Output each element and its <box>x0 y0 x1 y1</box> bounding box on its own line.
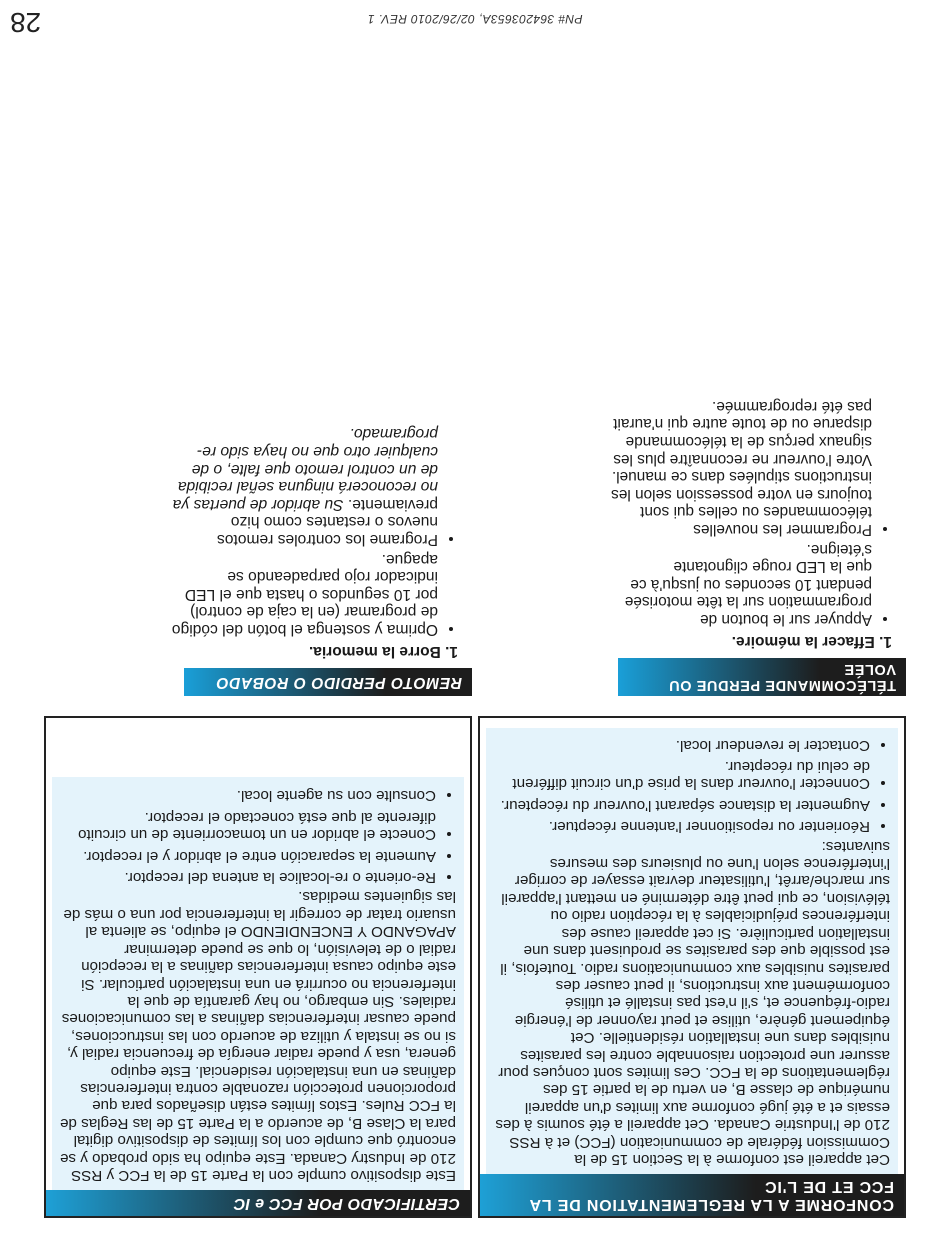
list-item: • Aumente la separación entre el abridor y el receptor. <box>60 847 436 864</box>
spanish-column <box>44 423 472 1218</box>
list-item: • Oprima y sostenga el botón del código de programar (en la caja de control) por 10 segundos o hasta que el LED indicador rojo parpadeando se apague. <box>170 550 438 638</box>
list-item <box>170 425 438 548</box>
bullet-text: Programe los controles remotos nuevos o restantes como hizo previamente. <box>216 495 438 549</box>
list-item: • Connecter l'ouvreur dans la prise d'un circuit différent de celui du récepteur. <box>494 758 870 793</box>
step-list-fr <box>604 397 906 628</box>
fcc-header-fr: CONFORME A LA REGLEMENTATION DE LA FCC ET DE L'IC <box>480 1174 904 1216</box>
fcc-measures-list-fr <box>494 736 890 835</box>
list-item: • Consulte con su agente local. <box>60 787 436 804</box>
page-footer <box>0 0 950 42</box>
fcc-paragraph-fr: Cet appareil est conforme à la Section 15 de la Commission fédérale de communication (FCC) et à RSS 210 de l'Industrie Canada. Cet appareil a été soumis à des essais et a été jugé conforme aux limites d'un appareil numérique de classe B, en vertu de la partie 15 des réglementations de la FCC. Ces limites sont conçues pour assurer une protection raisonnable contre les parasites nuisibles dans une installation résidentielle. Cet équipement génère, utilise et peut rayonner de l'énergie radio-fréquence et, s'il n'est pas installé et utilisé conformément aux instructions, il peut causer des parasites nuisibles aux communications radio. Toutefois, il est possible que des parasites se produisent dans une installation particulière. Si cet appareil cause des interférences préjudiciables à la réception radio ou télévision, ce qui peut être déterminé en mettant l'appareil sur marche/arrêt, l'utilisateur devrait essayer de corriger l'interférence selon l'une ou plusieurs des mesures suivantes: <box>495 837 890 1168</box>
list-item: • Programmer les nouvelles télécommandes ou celles qui sont toujours en votre possession selon les instructions stipulées dans ce manuel. Votre l'ouvreur ne reconnaître plus les signaux perçus de la télécommande disparue ou de toute autre qui n'aurait pas été reprogrammée. <box>604 397 872 538</box>
list-item: • Contacter le revendeur local. <box>494 736 870 753</box>
step-title-fr: 1. Effacer la mémoire. <box>731 633 892 650</box>
french-column <box>478 395 906 1218</box>
fcc-paragraph-es: Este dispositivo cumple con la Parte 15 de la FCC y RSS 210 de Industry Canada. Este equipo ha sido probado y se encontró que cumple con los límites de dispositivo digital para la Clase B, de acuerdo a la Parte 15 de las Reglas de la FCC Rules. Estos límites están diseñados para que proporcionen protección razonable contra interferencias dañinas en una instalación residencial. Este equipo genera, usa y puede radiar energía de frecuencia radial y, si no se instala y utiliza de acuerdo con las instrucciones, puede causar interferencias dañinas a las comunicaciones radiales. Sin embargo, no hay garantía de que la interferencia no ocurrirá en una instalación particular. Si este equipo causa interferencias dañinas a la recepción radial o de televisión, lo que se puede determinar APAGANDO Y ENCENDIENDO el equipo, se alienta al usuario tratar de corregir la interferencia por una o más de las siguientes medidas. <box>60 888 456 1184</box>
lost-remote-header-es: REMOTO PERDIDO O ROBADO <box>184 668 472 696</box>
fcc-header-es: CERTIFICADO POR FCC e IC <box>46 1190 470 1216</box>
step-list-es <box>170 425 472 638</box>
list-item: • Appuyer sur le bouton de programmation sur la tête motorisée pendant 10 secondes ou jusqu'à ce que la LED rouge clignotante s'éteigne. <box>604 540 872 628</box>
fcc-compliance-box-fr <box>478 716 906 1218</box>
list-item: • Re-oriente o re-localice la antena del receptor. <box>60 869 436 886</box>
list-item: • Réorienter ou repositionner l'antenne réceptuer. <box>494 818 870 835</box>
fcc-body-es <box>52 777 464 1190</box>
page-number: 28 <box>10 7 42 38</box>
bullet-italic-note: Su abridor de puertas ya no reconocerá ninguna señal recibida de un control remoto que falte, o de cualquier otro que no haya sido re-programado. <box>172 425 438 513</box>
lost-remote-header-fr: TÉLÉCOMMANDE PERDUE OU VOLÉE <box>618 658 906 696</box>
list-item: • Augmenter la distance séparant l'ouvreur du récepteur. <box>494 796 870 813</box>
fcc-body-fr <box>486 728 898 1174</box>
fcc-compliance-box-es <box>44 716 472 1218</box>
fcc-measures-list-es <box>60 787 456 886</box>
part-number: PN# 364203653A, 02/26/2010 REV. 1 <box>367 12 583 26</box>
step-title-es: 1. Borre la memoria. <box>308 643 458 660</box>
list-item: • Conecte el abridor en un tomacorriente de un circuito diferente al que está conectado el receptor. <box>60 808 436 843</box>
